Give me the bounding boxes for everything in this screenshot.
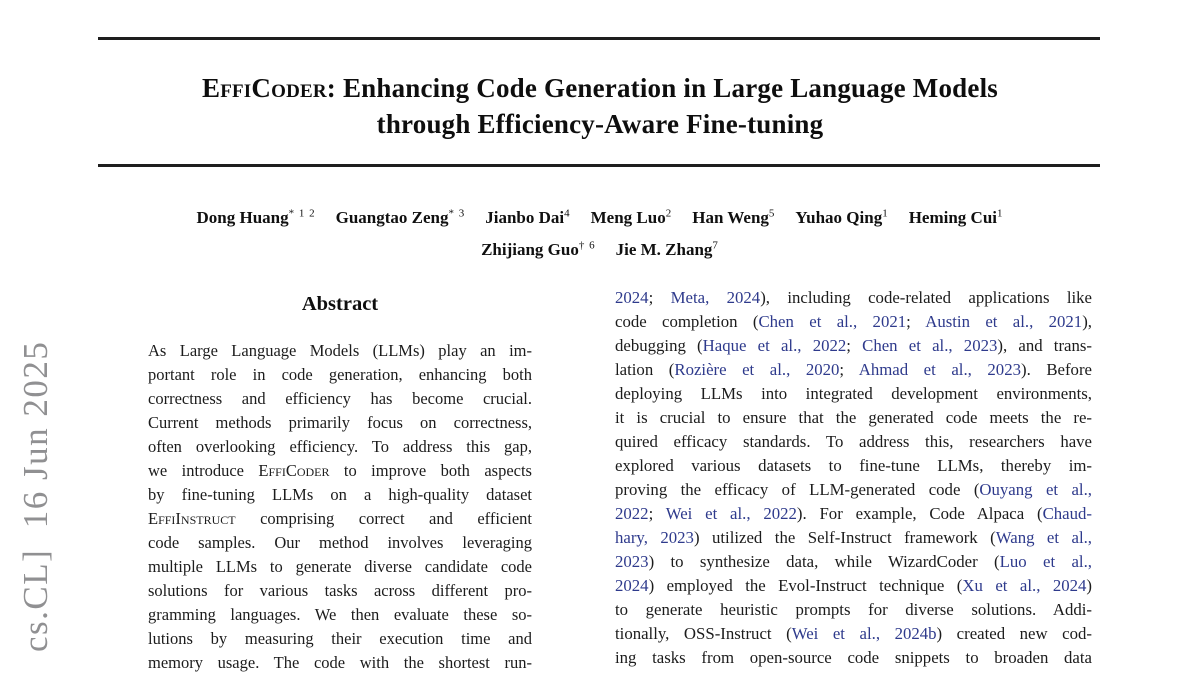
citation-link[interactable]: Chen et al., 2023 <box>862 336 998 355</box>
text-span: ) <box>1086 576 1092 595</box>
citation-link[interactable]: Xu et al., 2024 <box>962 576 1087 595</box>
text-line <box>615 310 1092 334</box>
citation-link[interactable]: 2023 <box>615 552 649 571</box>
text-span: ing tasks from open-source code snippets to broaden data <box>615 648 1092 667</box>
abstract-heading: Abstract <box>301 293 379 315</box>
author-affiliation-mark: † 6 <box>578 239 596 252</box>
text-span: solutions for various tasks across different pro- <box>148 581 532 600</box>
text-span: ; <box>906 312 926 331</box>
text-span: proving the efficacy of LLM-generated code ( <box>615 480 980 499</box>
citation-link[interactable]: Rozière et al., 2020 <box>674 360 840 379</box>
citation-link[interactable]: Wang et al., <box>995 528 1092 547</box>
text-span: ) employed the Evol-Instruct technique ( <box>648 576 963 595</box>
text-span: ), and trans- <box>997 336 1092 355</box>
author-name <box>795 208 888 227</box>
text-span: code completion ( <box>615 312 759 331</box>
author-name <box>591 208 673 227</box>
text-line <box>148 555 532 579</box>
author-name-text: Jianbo Dai <box>485 207 565 227</box>
text-line <box>615 526 1092 550</box>
author-line-2 <box>100 232 1100 265</box>
text-line <box>148 387 532 411</box>
author-affiliation-mark: 5 <box>768 207 776 219</box>
author-affiliation-mark: 4 <box>564 207 571 219</box>
citation-link[interactable]: 2024 <box>615 576 649 595</box>
arxiv-stamp: cs.CL] 16 Jun 2025 <box>16 340 55 652</box>
text-line <box>148 339 532 363</box>
text-line <box>615 598 1092 622</box>
text-span: quired efficacy standards. To address this, researchers have <box>615 432 1092 451</box>
text-line <box>148 411 532 435</box>
text-line <box>148 627 532 651</box>
text-span: explored various datasets to fine-tune LLMs, thereby im- <box>615 456 1092 475</box>
citation-link[interactable]: Wei et al., 2022 <box>665 504 797 523</box>
top-rule <box>98 37 1100 40</box>
text-span: lutions by measuring their execution time and <box>148 629 532 648</box>
author-name <box>336 208 466 227</box>
text-line <box>148 435 532 459</box>
paper-title-line1-rest: : Enhancing Code Generation in Large Language Models <box>326 73 998 103</box>
text-line <box>148 363 532 387</box>
citation-link[interactable]: Meta, 2024 <box>670 288 761 307</box>
citation-link[interactable]: Austin et al., 2021 <box>925 312 1083 331</box>
text-line <box>148 459 532 483</box>
author-name-text: Zhijiang Guo <box>481 240 579 260</box>
text-line <box>148 531 532 555</box>
text-span: lation ( <box>615 360 675 379</box>
text-line <box>615 646 1092 670</box>
text-span: ; <box>846 336 863 355</box>
text-span: multiple LLMs to generate diverse candidate code <box>148 557 532 576</box>
citation-link[interactable]: 2024 <box>615 288 649 307</box>
author-affiliation-mark: * 1 2 <box>288 207 316 219</box>
text-span: often overlooking efficiency. To address this gap, <box>148 437 532 456</box>
author-block <box>100 199 1100 264</box>
author-name <box>692 208 775 227</box>
text-span: comprising correct and efficient <box>235 509 532 528</box>
text-span: ). For example, Code Alpaca ( <box>796 504 1043 523</box>
author-name <box>616 240 719 259</box>
author-affiliation-mark: 1 <box>882 207 889 219</box>
author-name-text: Guangtao Zeng <box>335 207 449 227</box>
text-line <box>148 507 532 531</box>
author-name-text: Yuhao Qing <box>795 207 883 227</box>
citation-link[interactable]: Ouyang et al., <box>979 480 1092 499</box>
text-line <box>615 382 1092 406</box>
text-line <box>615 454 1092 478</box>
text-span: ), including code-related applications like <box>760 288 1092 307</box>
author-name <box>196 208 315 227</box>
author-name <box>485 208 570 227</box>
paper-title-smallcaps: EffiCoder <box>201 73 327 103</box>
text-span: code samples. Our method involves leveraging <box>148 533 532 552</box>
text-span: Current methods primarily focus on correctness, <box>148 413 532 432</box>
text-line <box>148 579 532 603</box>
text-line <box>615 334 1092 358</box>
text-line <box>148 603 532 627</box>
text-span: ), <box>1082 312 1092 331</box>
citation-link[interactable]: Chaud- <box>1042 504 1092 523</box>
author-name-text: Dong Huang <box>196 207 289 227</box>
text-span: ) utilized the Self-Instruct framework ( <box>693 528 996 547</box>
text-line <box>615 406 1092 430</box>
text-span: tionally, OSS-Instruct ( <box>615 624 792 643</box>
citation-link[interactable]: Wei et al., 2024b <box>791 624 937 643</box>
text-span: it is crucial to ensure that the generated code meets the re- <box>615 408 1092 427</box>
text-line <box>615 622 1092 646</box>
text-line <box>615 286 1092 310</box>
author-affiliation-mark: 1 <box>997 207 1004 219</box>
text-line <box>615 478 1092 502</box>
text-line <box>148 483 532 507</box>
citation-link[interactable]: Luo et al., <box>999 552 1092 571</box>
text-line <box>615 502 1092 526</box>
paper-title-line1 <box>100 70 1100 106</box>
paper-title-line2: through Efficiency-Aware Fine-tuning <box>376 109 824 139</box>
author-affiliation-mark: 7 <box>712 239 719 252</box>
author-line-1 <box>100 199 1100 232</box>
citation-link[interactable]: hary, 2023 <box>615 528 694 547</box>
text-span: ) to synthesize data, while WizardCoder ( <box>648 552 1000 571</box>
smallcaps-term: EffiInstruct <box>148 509 236 528</box>
text-span: portant role in code generation, enhancing both <box>148 365 532 384</box>
author-name-text: Meng Luo <box>590 207 666 227</box>
text-span: debugging ( <box>615 336 703 355</box>
text-span: ). Before <box>1020 360 1092 379</box>
smallcaps-term: EffiCoder <box>258 461 330 480</box>
text-span: by fine-tuning LLMs on a high-quality dataset <box>148 485 532 504</box>
text-line <box>615 574 1092 598</box>
author-name-text: Jie M. Zhang <box>615 240 713 260</box>
text-span: correctness and efficiency has become crucial. <box>148 389 532 408</box>
author-name <box>481 240 596 259</box>
text-span: As Large Language Models (LLMs) play an im- <box>148 341 532 360</box>
author-name <box>909 208 1004 227</box>
citation-link[interactable]: Chen et al., 2021 <box>758 312 907 331</box>
citation-link[interactable]: 2022 <box>615 504 649 523</box>
text-span: ; <box>648 288 671 307</box>
citation-link[interactable]: Ahmad et al., 2023 <box>858 360 1021 379</box>
text-span: deploying LLMs into integrated development environments, <box>615 384 1092 403</box>
text-span: we introduce <box>148 461 259 480</box>
author-name-text: Han Weng <box>692 207 769 227</box>
intro-column <box>615 286 1092 670</box>
mid-rule <box>98 164 1100 167</box>
author-affiliation-mark: * 3 <box>448 207 466 219</box>
text-line <box>615 430 1092 454</box>
paper-title <box>100 70 1100 142</box>
abstract-body <box>148 339 532 675</box>
text-line <box>615 358 1092 382</box>
text-span: to generate heuristic prompts for diverse solutions. Addi- <box>615 600 1092 619</box>
text-span: ; <box>839 360 859 379</box>
text-line <box>148 651 532 675</box>
author-name-text: Heming Cui <box>908 207 998 227</box>
author-affiliation-mark: 2 <box>665 207 673 219</box>
citation-link[interactable]: Haque et al., 2022 <box>702 336 847 355</box>
text-span: ; <box>648 504 666 523</box>
text-span: gramming languages. We then evaluate these so- <box>148 605 532 624</box>
text-span: memory usage. The code with the shortest run- <box>148 653 532 672</box>
text-span: to improve both aspects <box>329 461 532 480</box>
text-line <box>615 550 1092 574</box>
text-span: ) created new cod- <box>936 624 1092 643</box>
